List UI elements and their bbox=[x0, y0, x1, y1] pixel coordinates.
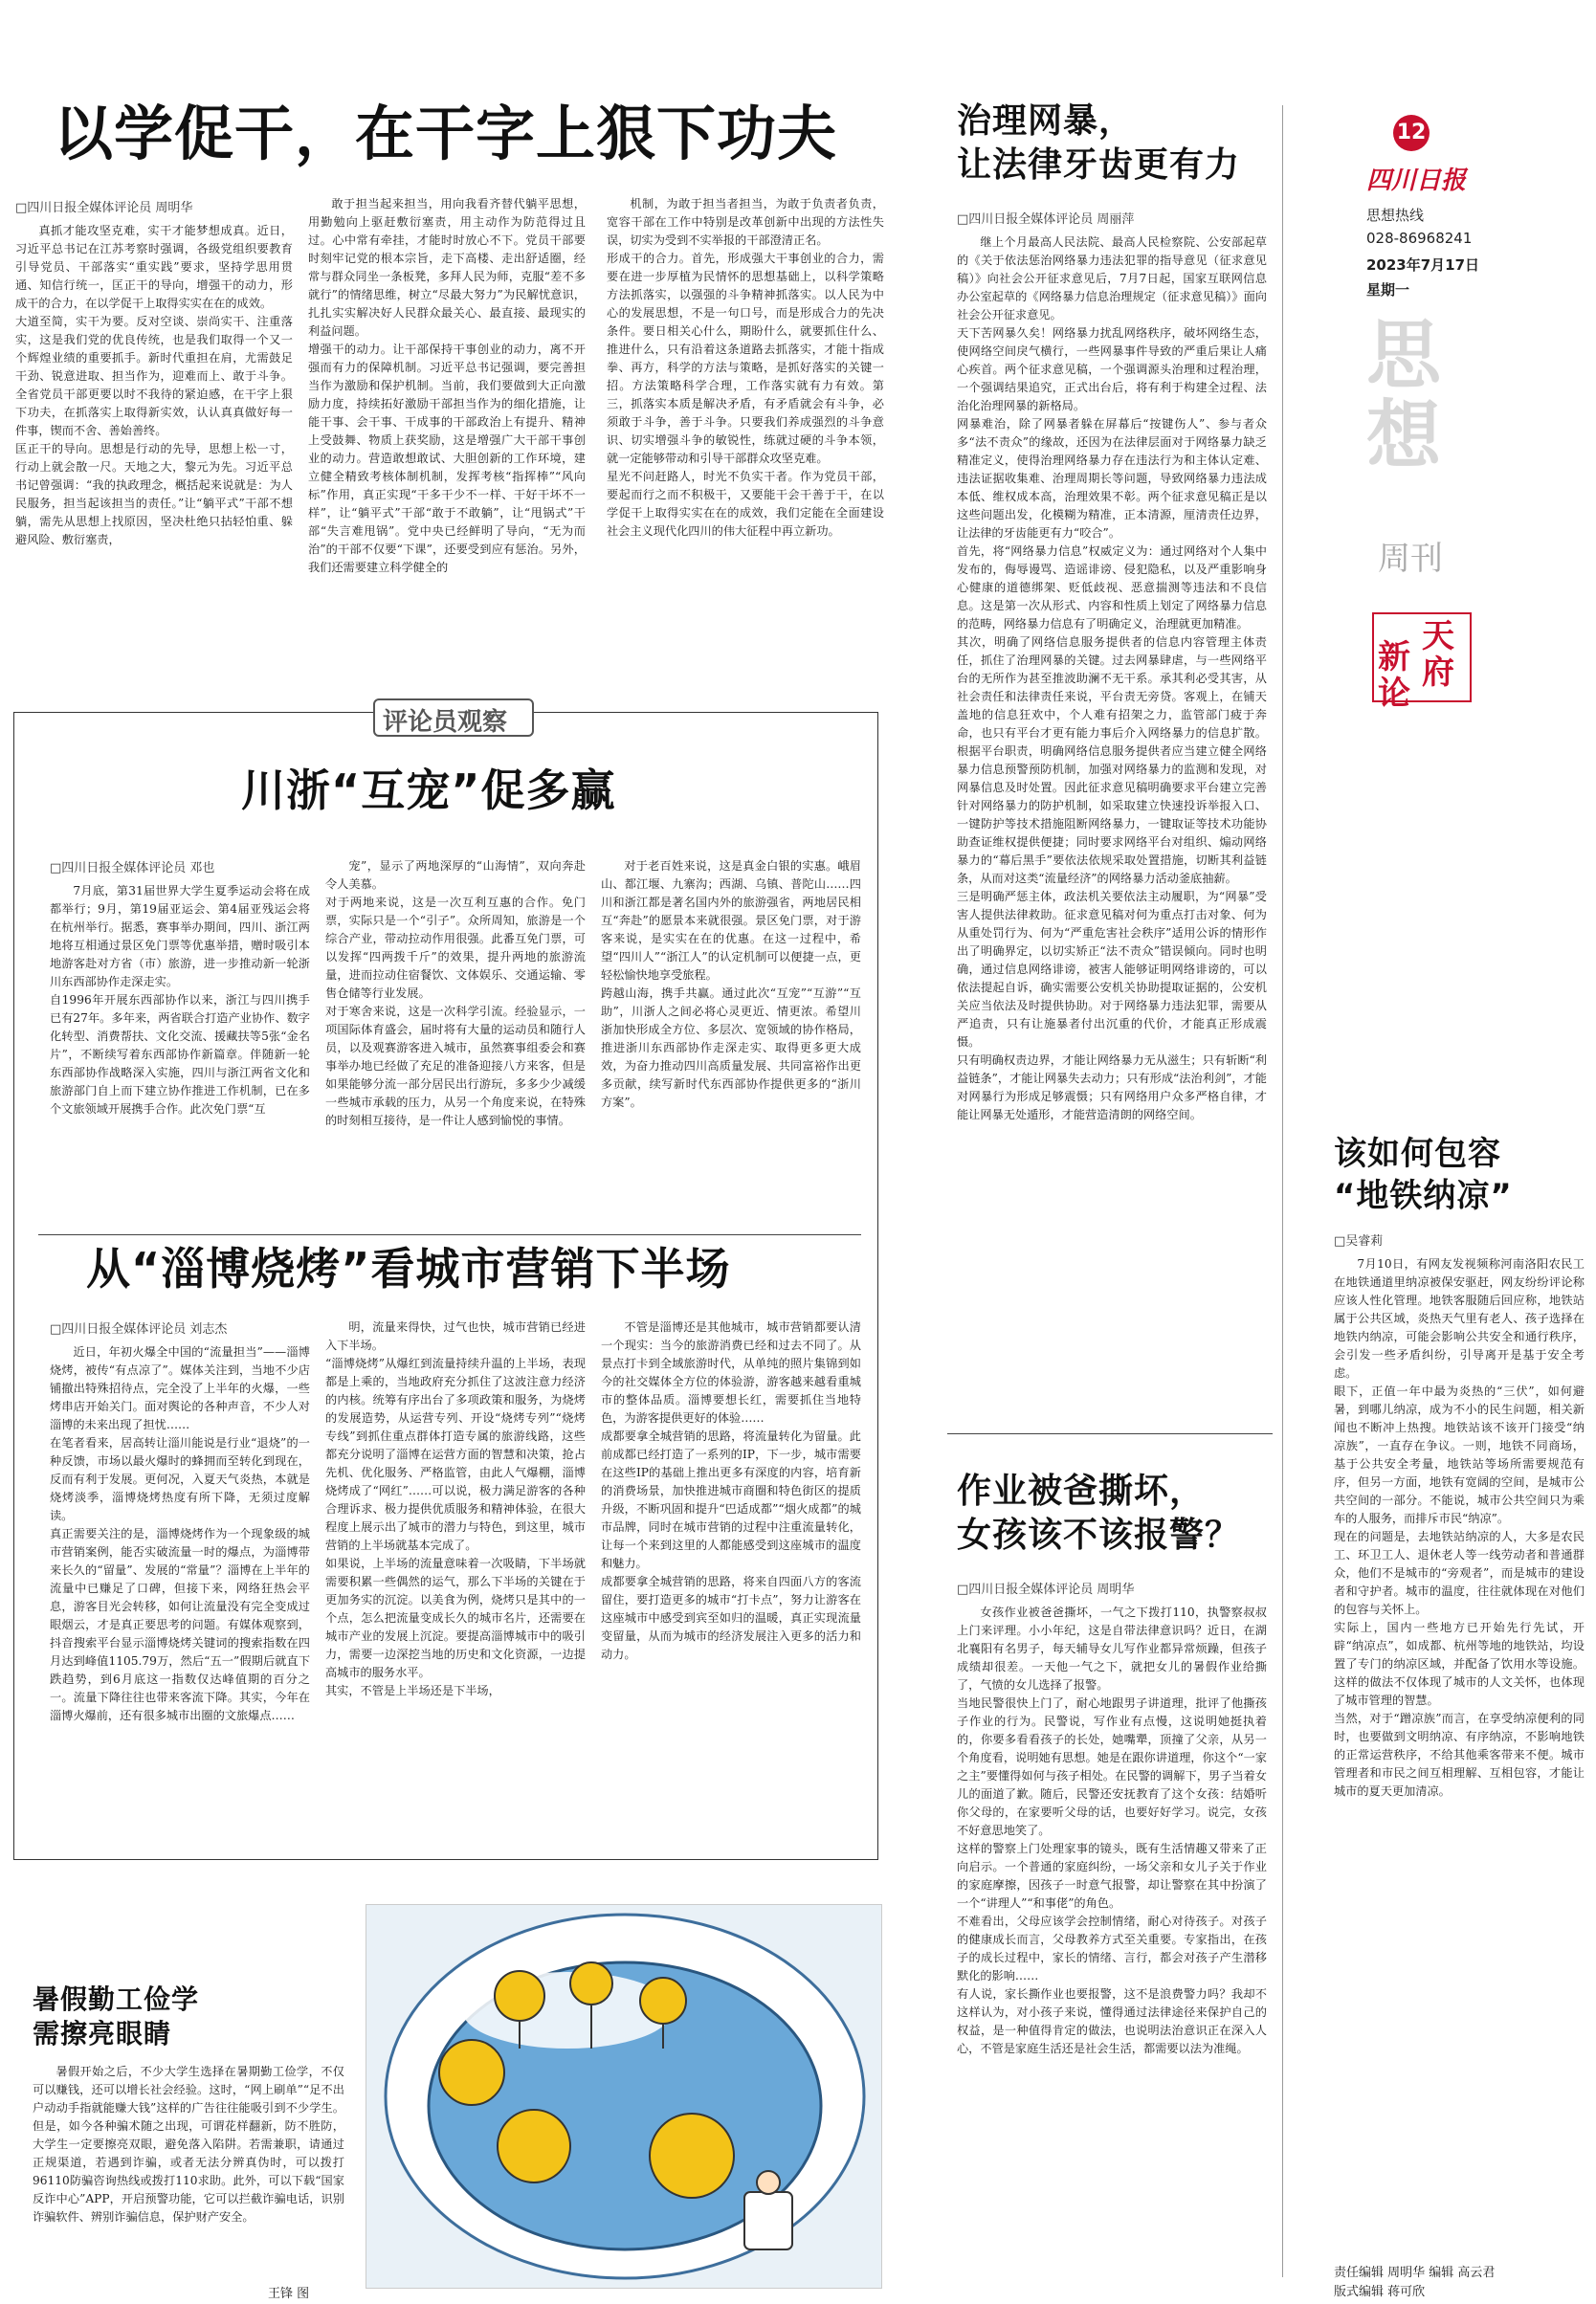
hotline-label: 思想热线 bbox=[1366, 207, 1425, 224]
article6-byline: □四川日报全媒体评论员 周明华 bbox=[957, 1583, 1135, 1597]
column-divider bbox=[1282, 105, 1283, 2277]
article5-body bbox=[33, 2063, 344, 2289]
article3-col3 bbox=[601, 857, 861, 1225]
article4-title: 从“淄博烧烤”看城市营销下半场 bbox=[86, 1243, 731, 1295]
article1-col1 bbox=[15, 222, 293, 664]
newspaper-logo: 四川日报 bbox=[1366, 166, 1467, 195]
article7-title: 该如何包容 “地铁纳凉” bbox=[1334, 1135, 1513, 1215]
article6-body-text: 女孩作业被爸爸撕坏，一气之下拨打110，执警察叔叔上门来评理。小小年纪，这是自带法律意识吗？近日，在湖北襄阳有名男子，每天辅导女儿写作业都异常烦躁，但孩子成绩却很差。一天他一气之下，就把女儿的暑假作业给撕了，气愤的女儿选择了报警。 当地民警很快上门了，耐心地跟男子讲道理，批评了他撕孩子作业的行为。民警说，写作业有点慢，这说明她挺执着的，你要多看看孩子的长处，她嘴犟，顶撞了父亲，从另一个角度看，说明她有思想。她是在跟你讲道理，你这个“一家之主”要懂得如何与孩子相处。在民警的调解下，男子当着女儿的面道了歉。随后，民警还安抚教育了这个女孩：结婚听你父母的，在家要听父母的话，也要好好学习。说完，女孩不好意思地笑了。 这样的警察上门处理家事的镜头，既有生活情趣又带来了正向启示。一个普通的家庭纠纷，一场父亲和女儿子关于作业的家庭摩擦，因孩子一时意气报警，却让警察在其中扮演了一个“讲理人”“和事佬”的角色。 不难看出，父母应该学会控制情绪，耐心对待孩子。对孩子的健康成长而言，父母教养方式至关重要。专家指出，在孩子的成长过程中，家长的情绪、言行，都会对孩子产生潜移默化的影响…… 有人说，家长撕作业也要报警，这不是浪费警力吗？我却不这样认为，对小孩子来说，懂得通过法律途径来保护自己的权益，是一种值得肯定的做法，也说明法治意识正在深入人心，不管是家庭生活还是社会生活，都需要以法为准绳。 bbox=[957, 1606, 1267, 2055]
article4-col3-text: 不管是淄博还是其他城市，城市营销都要认清一个现实：当今的旅游消费已经和过去不同了。从景点打卡到全域旅游时代，从单纯的照片集锦到如今的社交媒体全方位的体验游，游客越来越看重城市的整体品质。淄博要想长红，需要抓住当地特色，为游客提供更好的体验…… 成都要拿全城营销的思路，将流量转化为留量。此前成都已经打造了一系列的IP，下一步，城市需要在这些IP的基础上推出更多有深度的内容，培育新的消费场景，加快推进城市商圈和特色街区的提质升级，不断巩固和提升“巴适成都”“烟火成都”的城市品牌，同时在城市营销的过程中注重流量转化，让每一个来到这里的人都能感受到这座城市的温度和魅力。 成都要拿全城营销的思路，将来自四面八方的客流留住，要打造更多的城市“打卡点”，努力让游客在这座城市中感受到宾至如归的温暖，真正实现流量变留量，从而为城市的经济发展注入更多的活力和动力。 bbox=[601, 1320, 861, 1661]
footer-editors: 责任编辑 周明华 编辑 高云君 bbox=[1334, 2266, 1496, 2280]
article3-col3-text: 对于老百姓来说，这是真金白银的实惠。峨眉山、都江堰、九寨沟；西湖、乌镇、普陀山……四川和浙江都是著名国内外的旅游强省，两地居民相互“奔赴”的愿景本来就很强。景区免门票，对于游客来说，是实实在在的优惠。在这一过程中，希望“四川人”“浙江人”的认定机制可以便捷一点，更轻松愉快地享受旅程。 跨越山海，携手共赢。通过此次“互宠”“互游”“互助”，川浙人之间必将心灵更近、情更浓。希望川浙加快形成全方位、多层次、宽领域的协作格局，推进浙川东西部协作走深走实、取得更多更大成效，为奋力推动四川高质量发展、共同富裕作出更多贡献，续写新时代东西部协作提供更多的“浙川方案”。 bbox=[601, 859, 861, 1109]
article3-col2 bbox=[325, 857, 586, 1225]
article4-col2 bbox=[325, 1318, 586, 1841]
section-subtitle: 周刊 bbox=[1378, 540, 1443, 578]
article1-col1-text: 真抓才能攻坚克难，实干才能梦想成真。近日，习近平总书记在江苏考察时强调，各级党组织要教育引导党员、干部落实“重实践”要求，坚持学思用贯通、知信行统一，匡正干的导向，增强干的动力，形成干的合力，在以学促干上取得实实在在的成效。 大道至简，实干为要。反对空谈、崇尚实干、注重落实，这是我们党的优良传统，也是我们取得一个又一个辉煌业绩的重要抓手。新时代重担在肩，尤需鼓足干劲、锐意进取、担当作为，迎难而上、敢于斗争。全省党员干部更要以时不我待的紧迫感，在干字上狠下功夫，在抓落实上取得新实效，认认真真做好每一件事，锲而不舍、善始善终。 匡正干的导向。思想是行动的先导，思想上松一寸，行动上就会散一尺。天地之大，黎元为先。习近平总书记曾强调：“我的执政理念，概括起来说就是：为人民服务，担当起该担当的责任。”让“躺平式”干部不想躺，需先从思想上找原因，坚决杜绝只拈轻怕重、躲避风险、敷衍塞责， bbox=[15, 224, 293, 546]
issue-date: 2023年7月17日 bbox=[1366, 256, 1480, 274]
divider-article6 bbox=[947, 1433, 1273, 1434]
article3-col1-text: 7月底，第31届世界大学生夏季运动会将在成都举行；9月，第19届亚运会、第4届亚残运会将在杭州举行。据悉，赛事举办期间，四川、浙江两地将互相通过景区免门票等优惠举措，赠时吸引本地游客赴对方省（市）旅游，进一步推动新一轮浙川东西部协作走深走实。 自1996年开展东西部协作以来，浙江与四川携手已有27年。多年来，两省联合打造产业协作、数字化转型、消费帮扶、文化交流、援藏扶等5张“金名片”，不断续写着东西部协作新篇章。伴随新一轮东西部协作战略深入实施，四川与浙江两省文化和旅游部门自上而下建立协作推进工作机制，已在多个文旅领域开展携手合作。此次免门票“互 bbox=[50, 884, 310, 1116]
article6-body bbox=[957, 1604, 1267, 2293]
article6-title: 作业被爸撕坏， 女孩该不该报警？ bbox=[957, 1472, 1241, 1555]
article7-body-text: 7月10日，有网友发视频称河南洛阳农民工在地铁通道里纳凉被保安驱赶，网友纷纷评论称应该人性化管理。地铁客服随后回应称，地铁站属于公共区域，炎热天气里有老人、孩子选择在地铁内纳凉，可能会影响公共安全和通行秩序，会引发一些矛盾纠纷，引导离开是基于安全考虑。 眼下，正值一年中最为炎热的“三伏”，如何避暑，到哪儿纳凉，成为不小的民生问题，相关新闻也不断冲上热搜。地铁站该不该开门接受“纳凉族”，一直存在争议。一则，地铁不同商场，基于公共安全考量，地铁站等场所需要规范有序，但另一方面，地铁有宽阔的空间，是城市公共空间的一部分。不能说，城市公共空间只为乘车的人服务，而排斥市民“纳凉”。 现在的问题是，去地铁站纳凉的人，大多是农民工、环卫工人、退休老人等一线劳动者和普通群众，他们不是城市的“旁观者”，而是城市的建设者和守护者。城市的温度，往往就体现在对他们的包容与关怀上。 实际上，国内一些地方已开始先行先试，开辟“纳凉点”，如成都、杭州等地的地铁站，均设置了专门的纳凉区域，并配备了饮用水等设施。这样的做法不仅体现了城市的人文关怀，也体现了城市管理的智慧。 当然，对于“蹭凉族”而言，在享受纳凉便利的同时，也要做到文明纳凉、有序纳凉，不影响地铁的正常运营秩序，不给其他乘客带来不便。城市管理者和市民之间互相理解、互相包容，才能让城市的夏天更加清凉。 bbox=[1334, 1257, 1585, 1798]
article2-body-text: 继上个月最高人民法院、最高人民检察院、公安部起草的《关于依法惩治网络暴力违法犯罪的指导意见（征求意见稿）》向社会公开征求意见后，7月7日起，国家互联网信息办公室起草的《网络暴力信息治理规定（征求意见稿）》面向社会公开征求意见。 天下苦网暴久矣！网络暴力扰乱网络秩序，破坏网络生态，使网络空间戾气横行，一些网暴事件导致的严重后果让人痛心疾首。两个征求意见稿，一个强调源头治理和过程治理，一个强调结果追究，正式出台后，将有利于构建全过程、法治化治理网暴的新格局。 网暴难治，除了网暴者躲在屏幕后“按键伤人”、参与者众多“法不责众”的缘故，还因为在法律层面对于网络暴力缺乏精准定义，使得治理网络暴力存在违法行为和主体认定难、违法证据收集难、治理周期长等问题，导致网络暴力违法成本低、维权成本高，治理效果不彰。两个征求意见稿正是以这些问题出发，化模糊为精准，正本清源，厘清责任边界，让法律的牙齿能更有力“咬合”。 首先，将“网络暴力信息”权威定义为：通过网络对个人集中发布的，侮辱谩骂、造谣诽谤、侵犯隐私，以及严重影响身心健康的道德绑架、贬低歧视、恶意揣测等违法和不良信息。这是第一次从形式、内容和性质上划定了网络暴力信息的范畴，网络暴力信息有了明确定义，治理就更加精准。 其次，明确了网络信息服务提供者的信息内容管理主体责任，抓住了治理网暴的关键。过去网暴肆虐，与一些网络平台的无所作为甚至推波助澜不无干系。承其利必受其害，从社会责任和法律责任来说，平台责无旁贷。客观上，在铺天盖地的信息狂欢中，个人难有招架之力，监管部门疲于奔命，也只有平台才更有能力事后介入网络暴力的信息扩散。根据平台职责，明确网络信息服务提供者应当建立健全网络暴力信息预警预防机制，加强对网络暴力的监测和发现，对网暴信息及时处置。因此征求意见稿明确要求平台建立完善针对网络暴力的防护机制，如采取建立快速投诉举报入口、一键防护等技术措施阻断网络暴力，一键取证等技术功能协助查证维权提供便捷；同时要求网络平台对组织、煽动网络暴力的“幕后黑手”要依法依规采取处置措施，切断其利益链条，从而对这类“流量经济”的网络暴力活动釜底抽薪。 三是明确严惩主体，政法机关要依法主动履职，为“网暴”受害人提供法律救助。征求意见稿对何为重点打击对象、何为从重处罚行为、何为“严重危害社会秩序”适用公诉的情形作出了明确界定，以切实矫正“法不责众”错误倾向。同时也明确，通过信息网络诽谤，被害人能够证明网络诽谤的，可以依法提起自诉，确实需要公安机关协助提取证据的，公安机关应当依法及时提供协助。对于网络暴力违法犯罪，需要从严追责，只有让施暴者付出沉重的代价，才能真正形成震慑。 只有明确权责边界，才能让网络暴力无从滋生；只有斩断“利益链条”，才能让网暴失去动力；只有形成“法治利剑”，才能对网暴行为形成足够震慑；只有网络用户众多严格自律，才能让网暴无处遁形，才能营造清朗的网络空间。 bbox=[957, 235, 1267, 1121]
article1-col3-text: 机制，为敢于担当者担当，为敢于负责者负责，宽容干部在工作中特别是改革创新中出现的方法性失误，切实为受到不实举报的干部澄清正名。 形成干的合力。首先，形成强大干事创业的合力，需要在进一步厚植为民情怀的思想基础上，以科学策略方法抓落实，以强强的斗争精神抓落实。以人民为中心的发展思想，不是一句口号，而是形成合力的先决条件。要日相关心什么，期盼什么，就要抓住什么、推进什么，只有沿着这条道路去抓落实，才能十指成拳、再方，科学的方法与策略，是抓好落实的关键一招。方法策略科学合理，工作落实就有力有效。第三，抓落实本质是解决矛盾，有矛盾就会有斗争，必须敢于斗争，善于斗争。只要我们养成强烈的斗争意识、切实增强斗争的敏锐性，练就过硬的斗争本领，就一定能够带动和引导干部群众攻坚克难。 星光不问赶路人，时光不负实干者。作为党员干部，要起而行之而不积极干，又要能干会干善于干，在以学促干上取得实实在在的成效，我们定能在全面建设社会主义现代化四川的伟大征程中再立新功。 bbox=[607, 197, 884, 538]
article3-title: 川浙“互宠”促多赢 bbox=[241, 764, 616, 816]
article1-title: 以学促干，在干字上狠下功夫 bbox=[54, 99, 838, 168]
divider bbox=[38, 1234, 861, 1235]
article3-col1 bbox=[50, 882, 310, 1225]
article1-col3 bbox=[607, 195, 884, 664]
column-logo-left: 新论 bbox=[1378, 638, 1410, 713]
article7-body bbox=[1334, 1255, 1585, 2254]
section-title: 思想 bbox=[1366, 312, 1442, 479]
article2-title: 治理网暴， 让法律牙齿更有力 bbox=[957, 101, 1241, 185]
page-number: 12 bbox=[1393, 115, 1430, 151]
article2-byline: □四川日报全媒体评论员 周丽萍 bbox=[957, 212, 1135, 227]
cartoon-illustration bbox=[366, 1904, 882, 2289]
commentator-badge: 评论员观察 bbox=[383, 708, 508, 737]
article3-col2-text: 宠”，显示了两地深厚的“山海情”，双向奔赴令人美慕。 对于两地来说，这是一次互利互惠的合作。免门票，实际只是一个“引子”。众所周知，旅游是一个综合产业，带动拉动作用很强。此番互免门票，可以发挥“四两拨千斤”的效果，提升两地的旅游流量，进而拉动住宿餐饮、文体娱乐、交通运输、零售仓储等行业发展。 对于寒舍来说，这是一次科学引流。经验显示，一项国际体育盛会，届时将有大量的运动员和随行人员，以及观赛游客进入城市，虽然赛事组委会和赛事举办地已经做了充足的准备迎接八方来客，但是如果能够分流一部分居民出行游玩，多多少少减缓一些城市承载的压力，从另一个角度来说，在特殊的时刻相互接待，是一件让人感到愉悦的事情。 bbox=[325, 859, 586, 1127]
article7-byline: □吴睿莉 bbox=[1334, 1234, 1384, 1249]
article1-col2 bbox=[308, 195, 586, 664]
article5-body-text: 暑假开始之后，不少大学生选择在暑期勤工俭学，不仅可以赚钱，还可以增长社会经验。这时，“网上刷单”“足不出户动动手指就能赚大钱”这样的广告往往能吸引到不少学生。但是，如今各种骗术随之出现，可谓花样翻新，防不胜防，大学生一定要擦亮双眼，避免落入陷阱。若需兼职，请通过正规渠道，若遇到诈骗，或者无法分辨真伪时，可以拨打96110防骗咨询热线或拨打110求助。此外，可以下载“国家反诈中心”APP，开启预警功能，它可以拦截诈骗电话，识别诈骗软件、辨别诈骗信息，保护财产安全。 bbox=[33, 2065, 344, 2224]
article1-col2-text: 敢于担当起来担当，用向我看齐替代躺平思想，用勤勉向上驱赶敷衍塞责，用主动作为防范得过且过。心中常有牵挂，才能时时放心不下。党员干部要时刻牢记党的根本宗旨，走下高楼、走出舒适圈，经常与群众同坐一条板凳，多拜人民为师，克服“差不多就行”的情绪思维，树立“尽最大努力”为民解忧意识，扎扎实实解决好人民群众最关心、最直接、最现实的利益问题。 增强干的动力。让干部保持干事创业的动力，离不开强而有力的保障机制。习近平总书记强调，要完善担当作为激励和保护机制。当前，我们要做到大正向激励力度，持续拓好激励干部担当作为的细化措施，让能干事、会干事、干成事的干部政治上有提升、精神上受鼓舞、物质上获奖励，这是增强广大干部干事创业的动力。营造敢想敢试、大胆创新的工作环境，建立健全精致考核体制机制，发挥考核“指挥棒”“风向标”作用，真正实现“干多干少不一样、干好干坏不一样”，让“躺平式”干部“敢于不敢躺”，让“甩锅式”干部“失言难甩锅”。党中央已经鲜明了导向，“无为而治”的干部不仅要“下课”，还要受到应有惩治。另外，我们还需要建立科学健全的 bbox=[308, 197, 586, 574]
article5-title: 暑假勤工俭学 需擦亮眼睛 bbox=[33, 1983, 200, 2049]
issue-weekday: 星期一 bbox=[1366, 281, 1410, 299]
cartoon-credit: 王锋 图 bbox=[268, 2287, 310, 2301]
article4-col3 bbox=[601, 1318, 861, 1841]
article1-byline: □四川日报全媒体评论员 周明华 bbox=[15, 201, 193, 215]
article3-byline: □四川日报全媒体评论员 邓也 bbox=[50, 861, 215, 875]
article4-col1-text: 近日，年初火爆全中国的“流量担当”——淄博烧烤，被传“有点凉了”。媒体关注到，当地不少店铺撤出特殊招待点，完全没了上半年的火爆，一些烤串店开始关门。面对舆论的各种声音，不少人对淄博的未来出现了担忧…… 在笔者看来，居高转让淄川能说是行业“退烧”的一种反馈，市场以最火爆时的蜂拥而至转化到现在，反而有利于发展。更何况，入夏天气炎热，本就是烧烤淡季，淄博烧烤热度有所下降，无须过度解读。 真正需要关注的是，淄博烧烤作为一个现象级的城市营销案例，能否实破流量一时的爆点，为淄博带来长久的“留量”、发展的“常量”？淄博在上半年的流量中已赚足了口碑，但接下来，网络狂热会平息，游客目光会转移，如何让流量没有完全变成过眼烟云，才是真正要思考的问题。有媒体观察到，抖音搜索平台显示淄博烧烤关键词的搜索指数在四月达到峰值1105.79万，然后“五一”假期后就直下跌趋势，到6月底这一指数仅达峰值期的百分之一。流量下降往往也带来客流下降。其实，今年在淄博火爆前，还有很多城市出圈的文旅爆点…… bbox=[50, 1345, 310, 1722]
article4-col1 bbox=[50, 1343, 310, 1841]
column-logo-right: 天府 bbox=[1422, 617, 1454, 692]
article2-body bbox=[957, 233, 1267, 1414]
article4-byline: □四川日报全媒体评论员 刘志杰 bbox=[50, 1322, 228, 1337]
hotline-number: 028-86968241 bbox=[1366, 230, 1473, 247]
cartoon-drawing bbox=[366, 1905, 882, 2289]
article4-col2-text: 明，流量来得快，过气也快，城市营销已经进入下半场。 “淄博烧烤”从爆红到流量持续升温的上半场，表现都是上乘的，当地政府充分抓住了这波注意力经济的内核。统筹有序出台了多项政策和服务，为烧烤的发展造势，从运营专列、开设“烧烤专列”“烧烤专线”到抓住重点群体打造专属的旅游线路，这些都充分说明了淄博在运营方面的智慧和决策，抢占先机、优化服务、严格监管，由此人气爆棚，淄博烧烤成了“网红”……可以说，极力满足游客的各种合理诉求、极力提供优质服务和精神体验，在很大程度上展示出了城市的潜力与特色，到这里，城市营销的上半场就基本完成了。 如果说，上半场的流量意味着一次吸睛，下半场就需要积累一些偶然的运气，那么下半场的关键在于更加务实的沉淀。以美食为例，烧烤只是其中的一个点，怎么把流量变成长久的城市名片，还需要在城市产业的发展上沉淀。要提高淄博城市中的吸引力，需要一边深挖当地的历史和文化资源，一边提高城市的服务水平。 其实，不管是上半场还是下半场， bbox=[325, 1320, 586, 1697]
footer-layout-editor: 版式编辑 蒋可欣 bbox=[1334, 2285, 1426, 2299]
